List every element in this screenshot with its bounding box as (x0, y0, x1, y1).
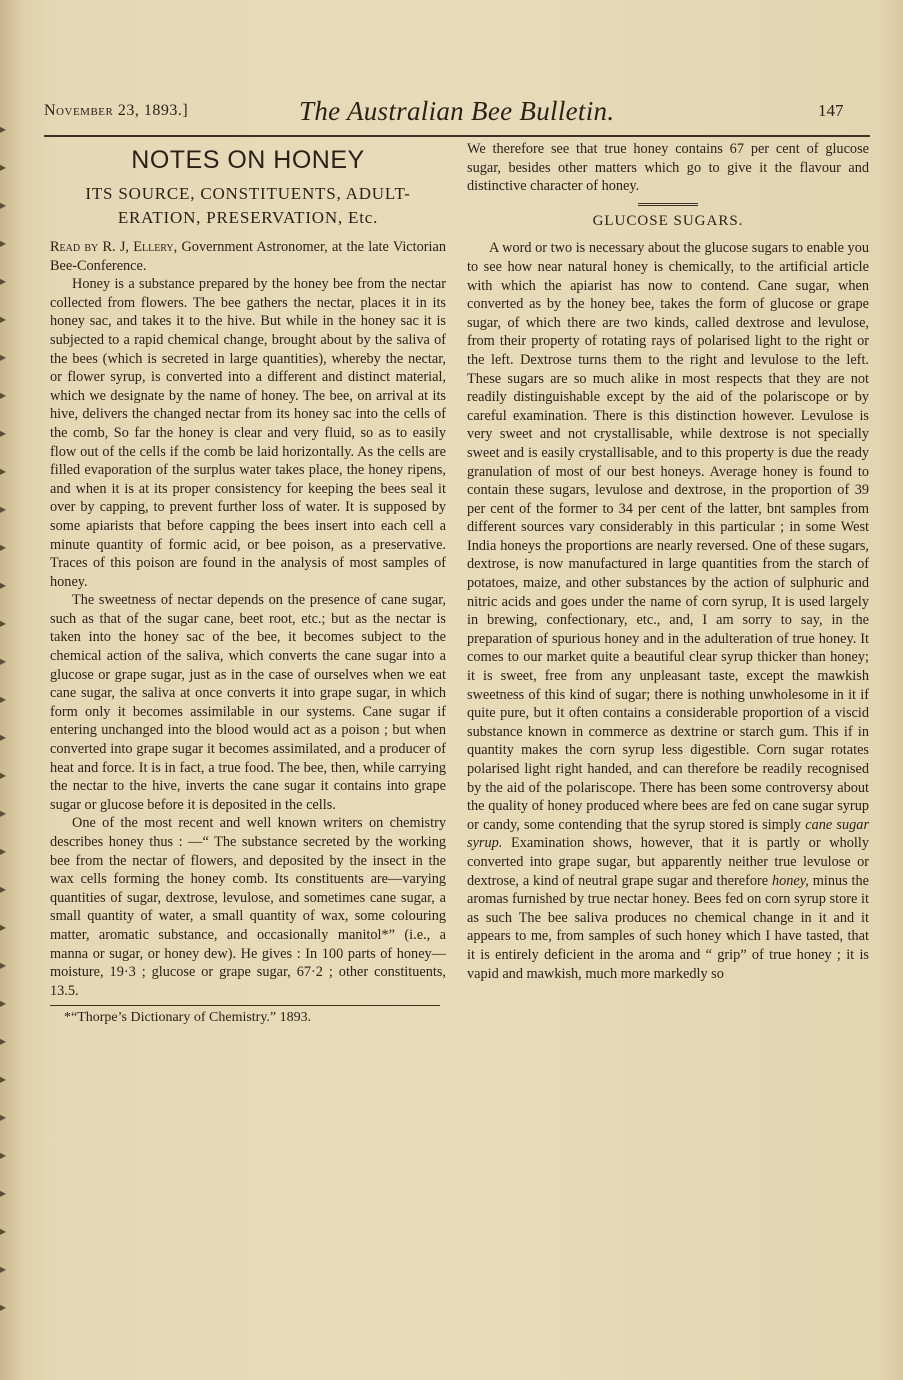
issue-date: November 23, 1893.] (44, 102, 189, 119)
body-text: A word or two is necessary about the glucose sugars to enable you to see how near natural honey is chemically, to the artificial article with which the apiarist has now to contend. Cane sugar, when converted as by the honey bee, takes the form of glucose or grape sugar, of which there are two kinds, called dextrose and levulose, from their property of rotating rays of polarised light to the right or the left. Dextrose turns them to the right and levulose to the left. These sugars are so much alike in most respects that they are not readily distinguishable except by the aid of the polariscope or by careful examination. There is this distinction however. Levulose is very sweet and not crystallisable, while dextrose is not specially sweet and is easily crystallisable, and to this property is due the ready granulation of most of our best honeys. Average honey is found to contain these sugars, levulose and dextrose, in the proportion of 39 per cent of the former to 34 per cent of the latter, bnt samples from different sources vary considerably in this particular ; in some West India honeys the proportions are nearly reversed. One of these sugars, dextrose, is now manufactured in large quantities from the starch of potatoes, maize, and other substances by the action of sulphuric and nitric acids and goes under the name of corn syrup, It is used largely in brewing, confectionary, etc., and, I am sorry to say, in the preparation of spurious honey and in the adulteration of true honey. It comes to our market quite a beautiful clear syrup thicker than honey; it is sweet, free from any unpleasant taste, except the mawkish sweetness of this kind of sugar; there is nothing unwholesome in it if quite pure, but it often contains a considerable proportion of a viscid substance known in commerce as dextrine or starch gum. This if in quantity makes the corn syrup less digestible. Corn sugar rotates polarised light right handed, and can therefore be readily recognised by the aid of the polariscope. There has been some controversy about the quality of honey produced where bees are fed on cane sugar syrup or candy, some contending that the syrup stored is simply (467, 240, 869, 833)
body-paragraph: Honey is a substance prepared by the honey bee from the nectar collected from flowers. The bee gathers the nectar, places it in its honey sac, and takes it to the hive. But while in the honey sac it is subjected to a rapid chemical change, brought about by the saliva of the bees (which is secreted in large quantities), whereby the nectar, or flower syrup, is converted into a different and distinct material, which we designate by the name of honey. The bee, on arrival at its hive, delivers the changed nectar from its honey sac into the cells of the comb, So far the honey is clear and very fluid, so as to easily flow out of the cells if the comb be laid horizontally. As the cells are filled evaporation of the surplus water takes place, the honey ripens, and when it is at its proper consistency for keeping the bees seal it over by capping, to prevent further loss of water. It is supposed by some apiarists that before capping the bees insert into each cell a minute quantity of formic acid, or bee poison, as a preservative. Traces of this poison are found in the analysis of most samples of honey. (50, 276, 446, 590)
body-paragraph (467, 239, 869, 983)
body-paragraph: One of the most recent and well known writers on chemistry describes honey thus : —“ The substance secreted by the working bee from the nectar of flowers, and deposited by the insect in the wax cells forming the honey comb. Its constituents are—varying quantities of sugar, dextrose, levulose, and sometimes cane sugar, a small quantity of water, a small quantity of wax, some colouring matter, aromatic substance, and occasionally manitol*” (i.e., a manna or sugar, or honey dew). He gives : In 100 parts of honey—moisture, 19·3 ; glucose or grape sugar, 67·2 ; other constituents, 13.5. (50, 815, 446, 999)
article-subtitle (50, 182, 446, 230)
running-header (44, 96, 874, 136)
subtitle-line: ITS SOURCE, CONSTITUENTS, ADULT- (85, 184, 411, 203)
byline (50, 238, 446, 275)
body-paragraph: The sweetness of nectar depends on the presence of cane sugar, such as that of the sugar cane, beet root, etc.; but as the nectar is taken into the honey sac of the bee, it becomes subject to the chemical action of the saliva, which converts the cane sugar into a glucose or grape sugar, just as in the case of ourselves when we eat cane sugar, the saliva at once converts it into grape sugar, in which form only it becomes assimilable in our systems. Cane sugar if entering unchanged into the blood would act as a poison ; but when converted into grape sugar it becomes assimilated, and a producer of heat and force. It is in fact, a true food. The bee, then, while carrying the nectar to the hive, inverts the cane sugar it contains into grape sugar or glucose before it is deposited in the cells. (50, 592, 446, 813)
article-title: NOTES ON HONEY (131, 146, 365, 174)
margin-binding-marks: ▸ ▸ ▸ ▸ ▸ ▸ ▸ ▸ ▸ ▸ ▸ ▸ ▸ ▸ ▸ ▸ ▸ ▸ ▸ ▸ ▸ ▸ ▸ ▸ ▸ ▸ ▸ ▸ ▸ ▸ ▸ ▸ (0, 122, 7, 1314)
subtitle-line: ERATION, PRESERVATION, Etc. (117, 208, 379, 227)
byline-author: R. J, Ellery, (102, 239, 178, 255)
page-number: 147 (818, 101, 844, 120)
footnote: *“Thorpe’s Dictionary of Chemistry.” 1893. (64, 1010, 312, 1026)
byline-affiliation: Government Astronomer, at the late Victorian Bee-Conference. (50, 239, 447, 274)
italic-word: honey, (771, 872, 809, 889)
body-text: minus the aromas furnished by true nectar honey. Bees fed on corn syrup store it as such The bee saliva produces no chemical change in it and it appears to me, from samples of such honey which I have tasted, that it is entirely deficient in the aroma and “ grip” of true honey ; it is vapid and mawkish, much more markedly so (467, 872, 869, 982)
section-heading: GLUCOSE SUGARS. (592, 212, 744, 229)
byline-read-by: Read by (50, 239, 99, 255)
right-column (467, 140, 869, 983)
body-text: Examination shows, however, that it is partly or wholly converted into grape sugar, but apparently neither true levulose or dextrose, a kind of neutral grape sugar and therefore (467, 835, 869, 889)
section-separator (638, 203, 698, 206)
left-column (50, 140, 446, 1028)
intro-paragraph: We therefore see that true honey contains 67 per cent of glucose sugar, besides other matters which go to give it the flavour and distinctive character of honey. (467, 141, 869, 195)
header-rule (44, 135, 870, 137)
publication-title: The Australian Bee Bulletin. (299, 96, 615, 126)
footnote-rule (50, 1005, 440, 1006)
italic-phrase: cane sugar syrup. (467, 816, 870, 852)
